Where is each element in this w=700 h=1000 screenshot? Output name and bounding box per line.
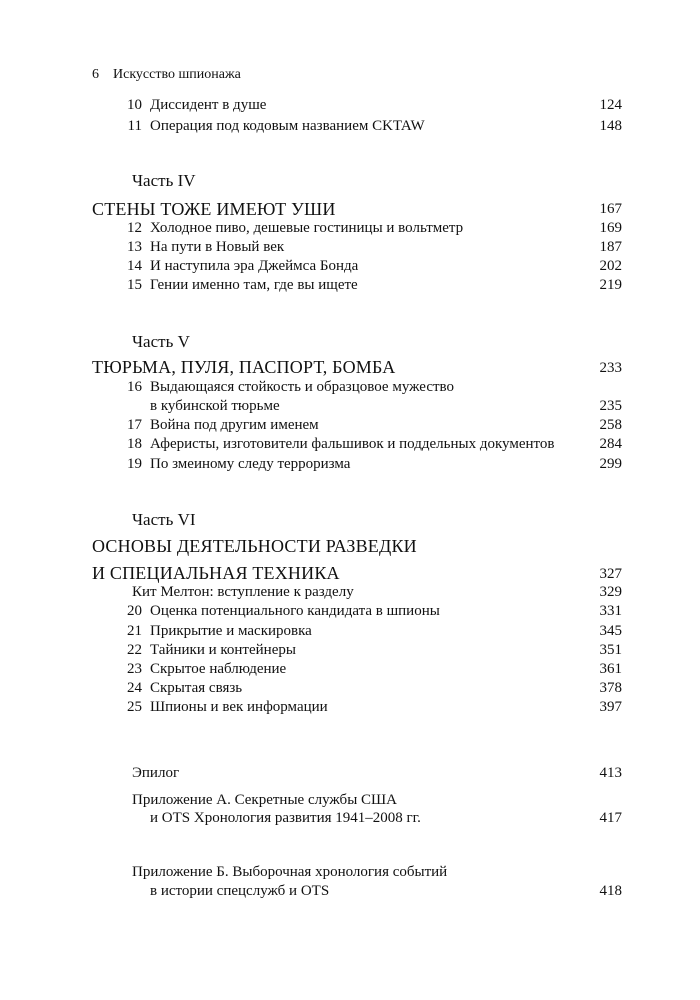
part-label: Часть V bbox=[132, 332, 190, 351]
chapter-page: 219 bbox=[599, 277, 622, 293]
chapter-number: 24 bbox=[127, 680, 142, 696]
chapter-number: 14 bbox=[127, 258, 142, 274]
section-intro-title: Кит Мелтон: вступление к разделу bbox=[132, 584, 354, 600]
appendix-a-title-continued: и OTS Хронология развития 1941–2008 гг. bbox=[150, 810, 421, 826]
chapter-title: Скрытое наблюдение bbox=[150, 661, 287, 677]
chapter-number: 11 bbox=[127, 118, 142, 134]
epilogue-page: 413 bbox=[599, 765, 622, 781]
chapter-title: Тайники и контейнеры bbox=[150, 642, 296, 658]
chapter-page: 378 bbox=[599, 680, 622, 696]
chapter-title-continued: в кубинской тюрьме bbox=[150, 398, 280, 414]
chapter-title: Шпионы и век информации bbox=[150, 699, 328, 715]
running-header-page-number: 6 bbox=[92, 67, 99, 82]
appendix-b-title: Приложение Б. Выборочная хронология событий bbox=[132, 864, 448, 880]
section-page: 167 bbox=[599, 201, 622, 217]
chapter-title: Диссидент в душе bbox=[150, 97, 267, 113]
section-title: ТЮРЬМА, ПУЛЯ, ПАСПОРТ, БОМБА bbox=[92, 357, 396, 377]
section-title-line1: ОСНОВЫ ДЕЯТЕЛЬНОСТИ РАЗВЕДКИ bbox=[92, 536, 417, 556]
chapter-title: Холодное пиво, дешевые гостиницы и вольтметр bbox=[150, 220, 464, 236]
chapter-title: Оценка потенциального кандидата в шпионы bbox=[150, 603, 440, 619]
chapter-number: 16 bbox=[127, 379, 142, 395]
chapter-title: Война под другим именем bbox=[150, 417, 319, 433]
chapter-number: 15 bbox=[127, 277, 142, 293]
chapter-page: 345 bbox=[599, 623, 622, 639]
chapter-title: По змеиному следу терроризма bbox=[150, 456, 351, 472]
section-title-line2: И СПЕЦИАЛЬНАЯ ТЕХНИКА bbox=[92, 563, 340, 583]
chapter-number: 10 bbox=[127, 97, 142, 113]
part-label: Часть IV bbox=[132, 171, 196, 190]
chapter-title: Скрытая связь bbox=[150, 680, 243, 696]
chapter-number: 21 bbox=[127, 623, 142, 639]
chapter-page: 235 bbox=[599, 398, 622, 414]
chapter-page: 169 bbox=[599, 220, 622, 236]
chapter-page: 351 bbox=[599, 642, 622, 658]
chapter-number: 23 bbox=[127, 661, 142, 677]
section-title: СТЕНЫ ТОЖЕ ИМЕЮТ УШИ bbox=[92, 199, 336, 219]
chapter-page: 148 bbox=[599, 118, 622, 134]
section-page: 233 bbox=[599, 360, 622, 376]
appendix-b-page: 418 bbox=[599, 883, 622, 899]
chapter-number: 20 bbox=[127, 603, 142, 619]
chapter-page: 202 bbox=[599, 258, 622, 274]
chapter-number: 19 bbox=[127, 456, 142, 472]
chapter-page: 258 bbox=[599, 417, 622, 433]
part-label: Часть VI bbox=[132, 510, 196, 529]
appendix-b-title-continued: в истории спецслужб и OTS bbox=[150, 883, 330, 899]
chapter-title: И наступила эра Джеймса Бонда bbox=[150, 258, 359, 274]
chapter-number: 22 bbox=[127, 642, 142, 658]
chapter-page: 284 bbox=[599, 436, 622, 452]
chapter-title: Операция под кодовым названием CKTAW bbox=[150, 118, 425, 134]
chapter-page: 124 bbox=[599, 97, 622, 113]
section-page: 327 bbox=[599, 566, 622, 582]
chapter-title: Выдающаяся стойкость и образцовое мужество bbox=[150, 379, 455, 395]
section-intro-page: 329 bbox=[599, 584, 622, 600]
chapter-title: Прикрытие и маскировка bbox=[150, 623, 312, 639]
appendix-a-page: 417 bbox=[599, 810, 622, 826]
chapter-page: 361 bbox=[599, 661, 622, 677]
chapter-number: 17 bbox=[127, 417, 142, 433]
chapter-number: 12 bbox=[127, 220, 142, 236]
chapter-number: 18 bbox=[127, 436, 142, 452]
epilogue-title: Эпилог bbox=[132, 765, 180, 781]
chapter-title: На пути в Новый век bbox=[150, 239, 285, 255]
chapter-title: Гении именно там, где вы ищете bbox=[150, 277, 358, 293]
chapter-page: 299 bbox=[599, 456, 622, 472]
chapter-page: 397 bbox=[599, 699, 622, 715]
running-header-title: Искусство шпионажа bbox=[113, 67, 241, 82]
chapter-number: 13 bbox=[127, 239, 142, 255]
appendix-a-title: Приложение А. Секретные службы США bbox=[132, 792, 397, 808]
chapter-title: Аферисты, изготовители фальшивок и поддельных документов bbox=[150, 436, 555, 452]
chapter-number: 25 bbox=[127, 699, 142, 715]
chapter-page: 331 bbox=[599, 603, 622, 619]
chapter-page: 187 bbox=[599, 239, 622, 255]
